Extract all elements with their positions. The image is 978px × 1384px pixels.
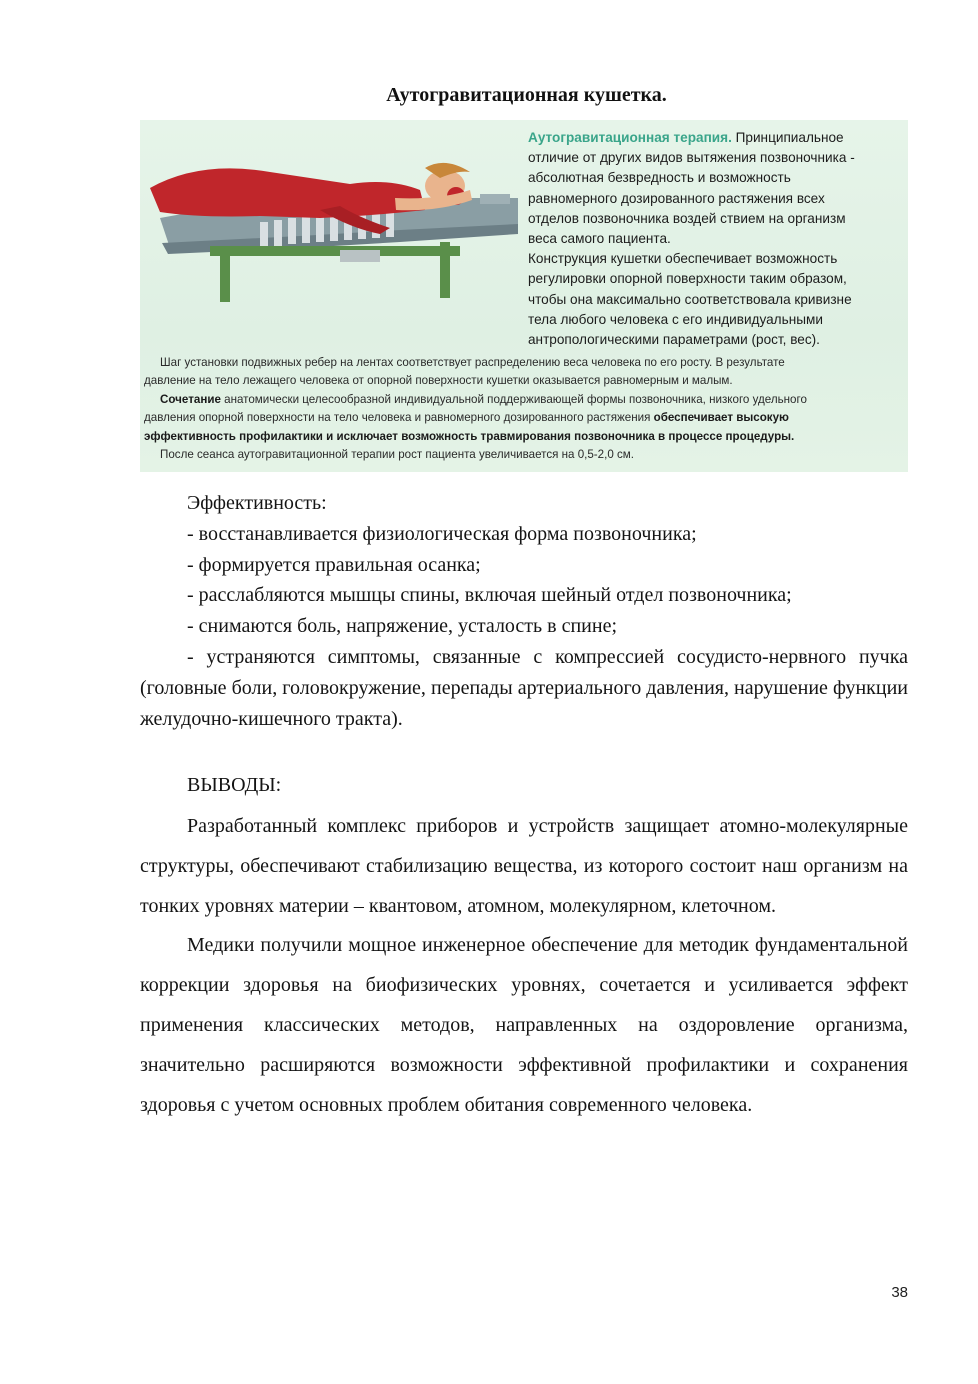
page-number: 38 [891,1284,908,1301]
caption-line: отделов позвоночника воздей ствием на организм [528,210,846,226]
caption-line: отличие от других видов вытяжения позвоночника - [528,150,855,166]
figure-text-line: Шаг установки подвижных ребер на лентах соответствует распределению веса человека по его росту. В результате [160,356,785,369]
figure-text-line [144,391,904,409]
figure-text-line [144,409,904,427]
figure-caption [528,128,900,350]
caption-line: антропологическими параметрами (рост, вес). [528,332,820,348]
conclusions-section [140,807,908,1125]
caption-line: чтобы она максимально соответствовала кривизне [528,291,852,307]
caption-line: абсолютная безвредность и возможность [528,170,791,186]
figure-text: давления опорной поверхности на тело человека и равномерного дозированного растяжения [144,411,654,425]
effectiveness-heading: Эффективность: [187,492,327,514]
caption-line: тела любого человека с его индивидуальными [528,311,823,327]
caption-line: Конструкция кушетки обеспечивает возможность [528,251,838,267]
caption-line: веса самого пациента. [528,231,671,247]
list-item: - снимаются боль, напряжение, усталость в спине; [187,615,618,638]
list-item: - устраняются симптомы, связанные с компрессией сосудисто-нервного пучка (головные боли, головокружение, перепады артериального давления, нарушение функции желудочно-кишечного тракта). [140,645,908,730]
caption-highlight: Аутогравитационная терапия. [528,130,732,145]
paragraph: Разработанный комплекс приборов и устройств защищает атомно-молекулярные структуры, обеспечивают стабилизацию вещества, из которого состоит наш организм на тонких уровнях материи – квантовом, атомном, молекулярном, клеточном. [140,815,908,917]
page-title: Аутогравитационная кушетка. [386,84,667,106]
figure-text-line: После сеанса аутогравитационной терапии рост пациента увеличивается на 0,5-2,0 см. [160,448,634,462]
caption-line: Принципиальное [731,130,844,145]
figure-description [144,354,904,464]
paragraph: Медики получили мощное инженерное обеспечение для методик фундаментальной коррекции здоровья на биофизических уровнях, сочетается и усиливается эффект применения классических методов, направленных на оздоровление организма, значительно расширяются возможности эффективной профилактики и сохранения здоровья с учетом основных проблем обитания современного человека. [140,934,908,1116]
list-item: - расслабляются мышцы спины, включая шейный отдел позвоночника; [187,584,792,607]
effectiveness-section [140,488,908,734]
list-item: - восстанавливается физиологическая форма позвоночника; [187,522,697,545]
figure-text-line: давление на тело лежащего человека от опорной поверхности кушетки оказывается равномерным и малым. [144,374,733,388]
caption-line: регулировки опорной поверхности таким образом, [528,271,847,287]
figure-bold-text: эффективность профилактики и исключает возможность травмирования позвоночника в процессе процедуры. [144,429,795,443]
conclusions-heading: ВЫВОДЫ: [187,774,282,796]
figure-bold-text: обеспечивает высокую [653,411,789,425]
caption-line: равномерного дозированного растяжения всех [528,190,825,206]
figure-text: анатомически целесообразной индивидуальной поддерживающей формы позвоночника, низкого удельного [220,392,807,406]
list-item: - формируется правильная осанка; [187,553,481,576]
couch-illustration [140,138,520,338]
couch-figure [140,120,908,472]
figure-bold-text: Сочетание [160,392,221,406]
figure-text-line [144,428,904,446]
